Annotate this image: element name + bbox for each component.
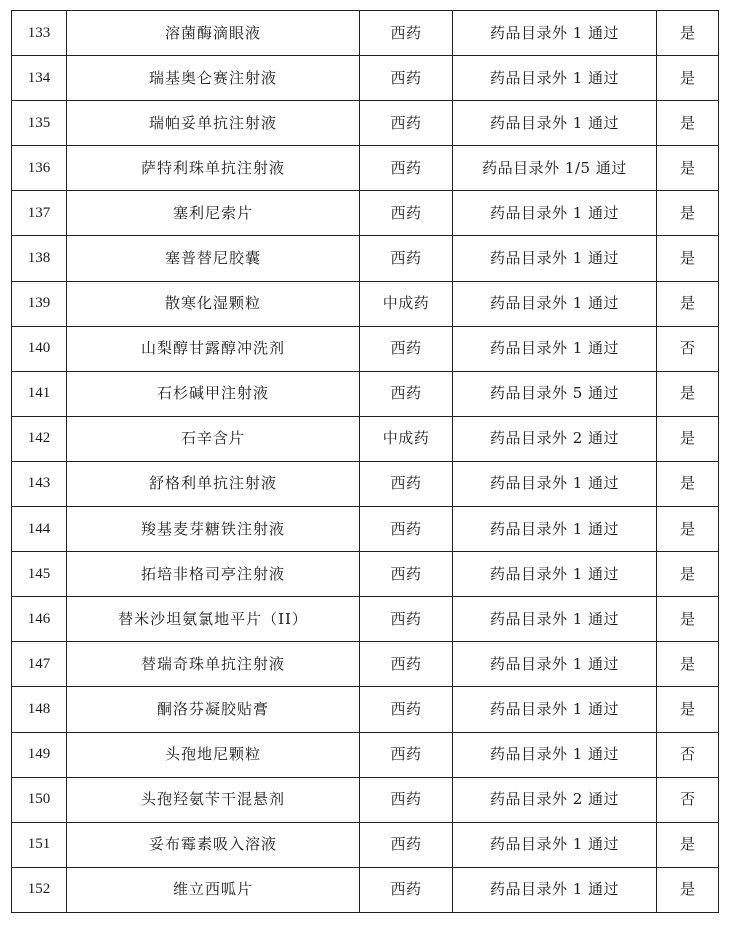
drug-type-cell: 西药 — [360, 507, 453, 552]
table-row — [12, 371, 719, 416]
drug-type-cell: 西药 — [360, 11, 453, 56]
flag-cell: 是 — [657, 461, 719, 506]
drug-type-cell: 西药 — [360, 597, 453, 642]
flag-cell: 是 — [657, 416, 719, 461]
row-number-cell: 135 — [12, 101, 67, 146]
flag-cell: 是 — [657, 146, 719, 191]
flag-cell: 是 — [657, 597, 719, 642]
drug-table — [11, 10, 719, 913]
table-row — [12, 101, 719, 146]
row-number-cell: 146 — [12, 597, 67, 642]
drug-name-cell: 散寒化湿颗粒 — [67, 281, 360, 326]
row-number-cell: 145 — [12, 552, 67, 597]
row-number-cell: 139 — [12, 281, 67, 326]
drug-type-cell: 西药 — [360, 56, 453, 101]
drug-name-cell: 塞普替尼胶囊 — [67, 236, 360, 281]
review-status-cell: 药品目录外 1 通过 — [453, 732, 657, 777]
review-status-cell: 药品目录外 1 通过 — [453, 461, 657, 506]
drug-name-cell: 维立西呱片 — [67, 867, 360, 912]
drug-name-cell: 瑞帕妥单抗注射液 — [67, 101, 360, 146]
drug-type-cell: 西药 — [360, 191, 453, 236]
drug-type-cell: 西药 — [360, 642, 453, 687]
row-number-cell: 149 — [12, 732, 67, 777]
row-number-cell: 147 — [12, 642, 67, 687]
flag-cell: 是 — [657, 822, 719, 867]
drug-type-cell: 西药 — [360, 146, 453, 191]
review-status-cell: 药品目录外 1 通过 — [453, 822, 657, 867]
review-status-cell: 药品目录外 5 通过 — [453, 371, 657, 416]
row-number-cell: 137 — [12, 191, 67, 236]
drug-name-cell: 羧基麦芽糖铁注射液 — [67, 507, 360, 552]
drug-type-cell: 西药 — [360, 732, 453, 777]
flag-cell: 是 — [657, 867, 719, 912]
flag-cell: 是 — [657, 191, 719, 236]
drug-name-cell: 溶菌酶滴眼液 — [67, 11, 360, 56]
drug-type-cell: 西药 — [360, 822, 453, 867]
drug-type-cell: 西药 — [360, 777, 453, 822]
review-status-cell: 药品目录外 1 通过 — [453, 597, 657, 642]
table-row — [12, 552, 719, 597]
review-status-cell: 药品目录外 1 通过 — [453, 687, 657, 732]
review-status-cell: 药品目录外 1 通过 — [453, 56, 657, 101]
table-row — [12, 56, 719, 101]
review-status-cell: 药品目录外 1 通过 — [453, 507, 657, 552]
row-number-cell: 144 — [12, 507, 67, 552]
flag-cell: 是 — [657, 642, 719, 687]
drug-type-cell: 中成药 — [360, 416, 453, 461]
row-number-cell: 150 — [12, 777, 67, 822]
drug-type-cell: 西药 — [360, 326, 453, 371]
drug-name-cell: 萨特利珠单抗注射液 — [67, 146, 360, 191]
drug-name-cell: 替瑞奇珠单抗注射液 — [67, 642, 360, 687]
drug-name-cell: 瑞基奥仑赛注射液 — [67, 56, 360, 101]
drug-name-cell: 石杉碱甲注射液 — [67, 371, 360, 416]
review-status-cell: 药品目录外 1 通过 — [453, 642, 657, 687]
review-status-cell: 药品目录外 1 通过 — [453, 191, 657, 236]
drug-type-cell: 西药 — [360, 552, 453, 597]
table-row — [12, 777, 719, 822]
row-number-cell: 134 — [12, 56, 67, 101]
drug-type-cell: 西药 — [360, 461, 453, 506]
drug-name-cell: 头孢羟氨苄干混悬剂 — [67, 777, 360, 822]
review-status-cell: 药品目录外 1/5 通过 — [453, 146, 657, 191]
flag-cell: 否 — [657, 326, 719, 371]
table-row — [12, 236, 719, 281]
drug-name-cell: 酮洛芬凝胶贴膏 — [67, 687, 360, 732]
table-row — [12, 416, 719, 461]
review-status-cell: 药品目录外 1 通过 — [453, 281, 657, 326]
drug-type-cell: 西药 — [360, 687, 453, 732]
review-status-cell: 药品目录外 1 通过 — [453, 11, 657, 56]
review-status-cell: 药品目录外 1 通过 — [453, 552, 657, 597]
flag-cell: 是 — [657, 281, 719, 326]
row-number-cell: 148 — [12, 687, 67, 732]
review-status-cell: 药品目录外 2 通过 — [453, 416, 657, 461]
review-status-cell: 药品目录外 1 通过 — [453, 101, 657, 146]
drug-name-cell: 拓培非格司亭注射液 — [67, 552, 360, 597]
drug-type-cell: 西药 — [360, 236, 453, 281]
drug-type-cell: 西药 — [360, 867, 453, 912]
flag-cell: 否 — [657, 732, 719, 777]
row-number-cell: 138 — [12, 236, 67, 281]
row-number-cell: 141 — [12, 371, 67, 416]
table-row — [12, 11, 719, 56]
table-row — [12, 867, 719, 912]
drug-type-cell: 中成药 — [360, 281, 453, 326]
row-number-cell: 143 — [12, 461, 67, 506]
flag-cell: 是 — [657, 56, 719, 101]
drug-name-cell: 塞利尼索片 — [67, 191, 360, 236]
table-row — [12, 822, 719, 867]
drug-name-cell: 头孢地尼颗粒 — [67, 732, 360, 777]
table-row — [12, 326, 719, 371]
flag-cell: 是 — [657, 236, 719, 281]
table-row — [12, 146, 719, 191]
flag-cell: 是 — [657, 507, 719, 552]
drug-name-cell: 妥布霉素吸入溶液 — [67, 822, 360, 867]
flag-cell: 是 — [657, 101, 719, 146]
row-number-cell: 152 — [12, 867, 67, 912]
table-row — [12, 642, 719, 687]
drug-name-cell: 石辛含片 — [67, 416, 360, 461]
row-number-cell: 142 — [12, 416, 67, 461]
review-status-cell: 药品目录外 1 通过 — [453, 236, 657, 281]
table-row — [12, 597, 719, 642]
drug-type-cell: 西药 — [360, 101, 453, 146]
table-row — [12, 461, 719, 506]
drug-name-cell: 舒格利单抗注射液 — [67, 461, 360, 506]
row-number-cell: 133 — [12, 11, 67, 56]
row-number-cell: 151 — [12, 822, 67, 867]
table-body — [12, 11, 719, 913]
row-number-cell: 136 — [12, 146, 67, 191]
table-row — [12, 732, 719, 777]
flag-cell: 是 — [657, 371, 719, 416]
drug-type-cell: 西药 — [360, 371, 453, 416]
review-status-cell: 药品目录外 1 通过 — [453, 867, 657, 912]
table-row — [12, 191, 719, 236]
table-row — [12, 507, 719, 552]
flag-cell: 是 — [657, 11, 719, 56]
flag-cell: 否 — [657, 777, 719, 822]
row-number-cell: 140 — [12, 326, 67, 371]
drug-name-cell: 替米沙坦氨氯地平片（II） — [67, 597, 360, 642]
flag-cell: 是 — [657, 552, 719, 597]
table-row — [12, 687, 719, 732]
flag-cell: 是 — [657, 687, 719, 732]
review-status-cell: 药品目录外 2 通过 — [453, 777, 657, 822]
review-status-cell: 药品目录外 1 通过 — [453, 326, 657, 371]
table-row — [12, 281, 719, 326]
drug-name-cell: 山梨醇甘露醇冲洗剂 — [67, 326, 360, 371]
